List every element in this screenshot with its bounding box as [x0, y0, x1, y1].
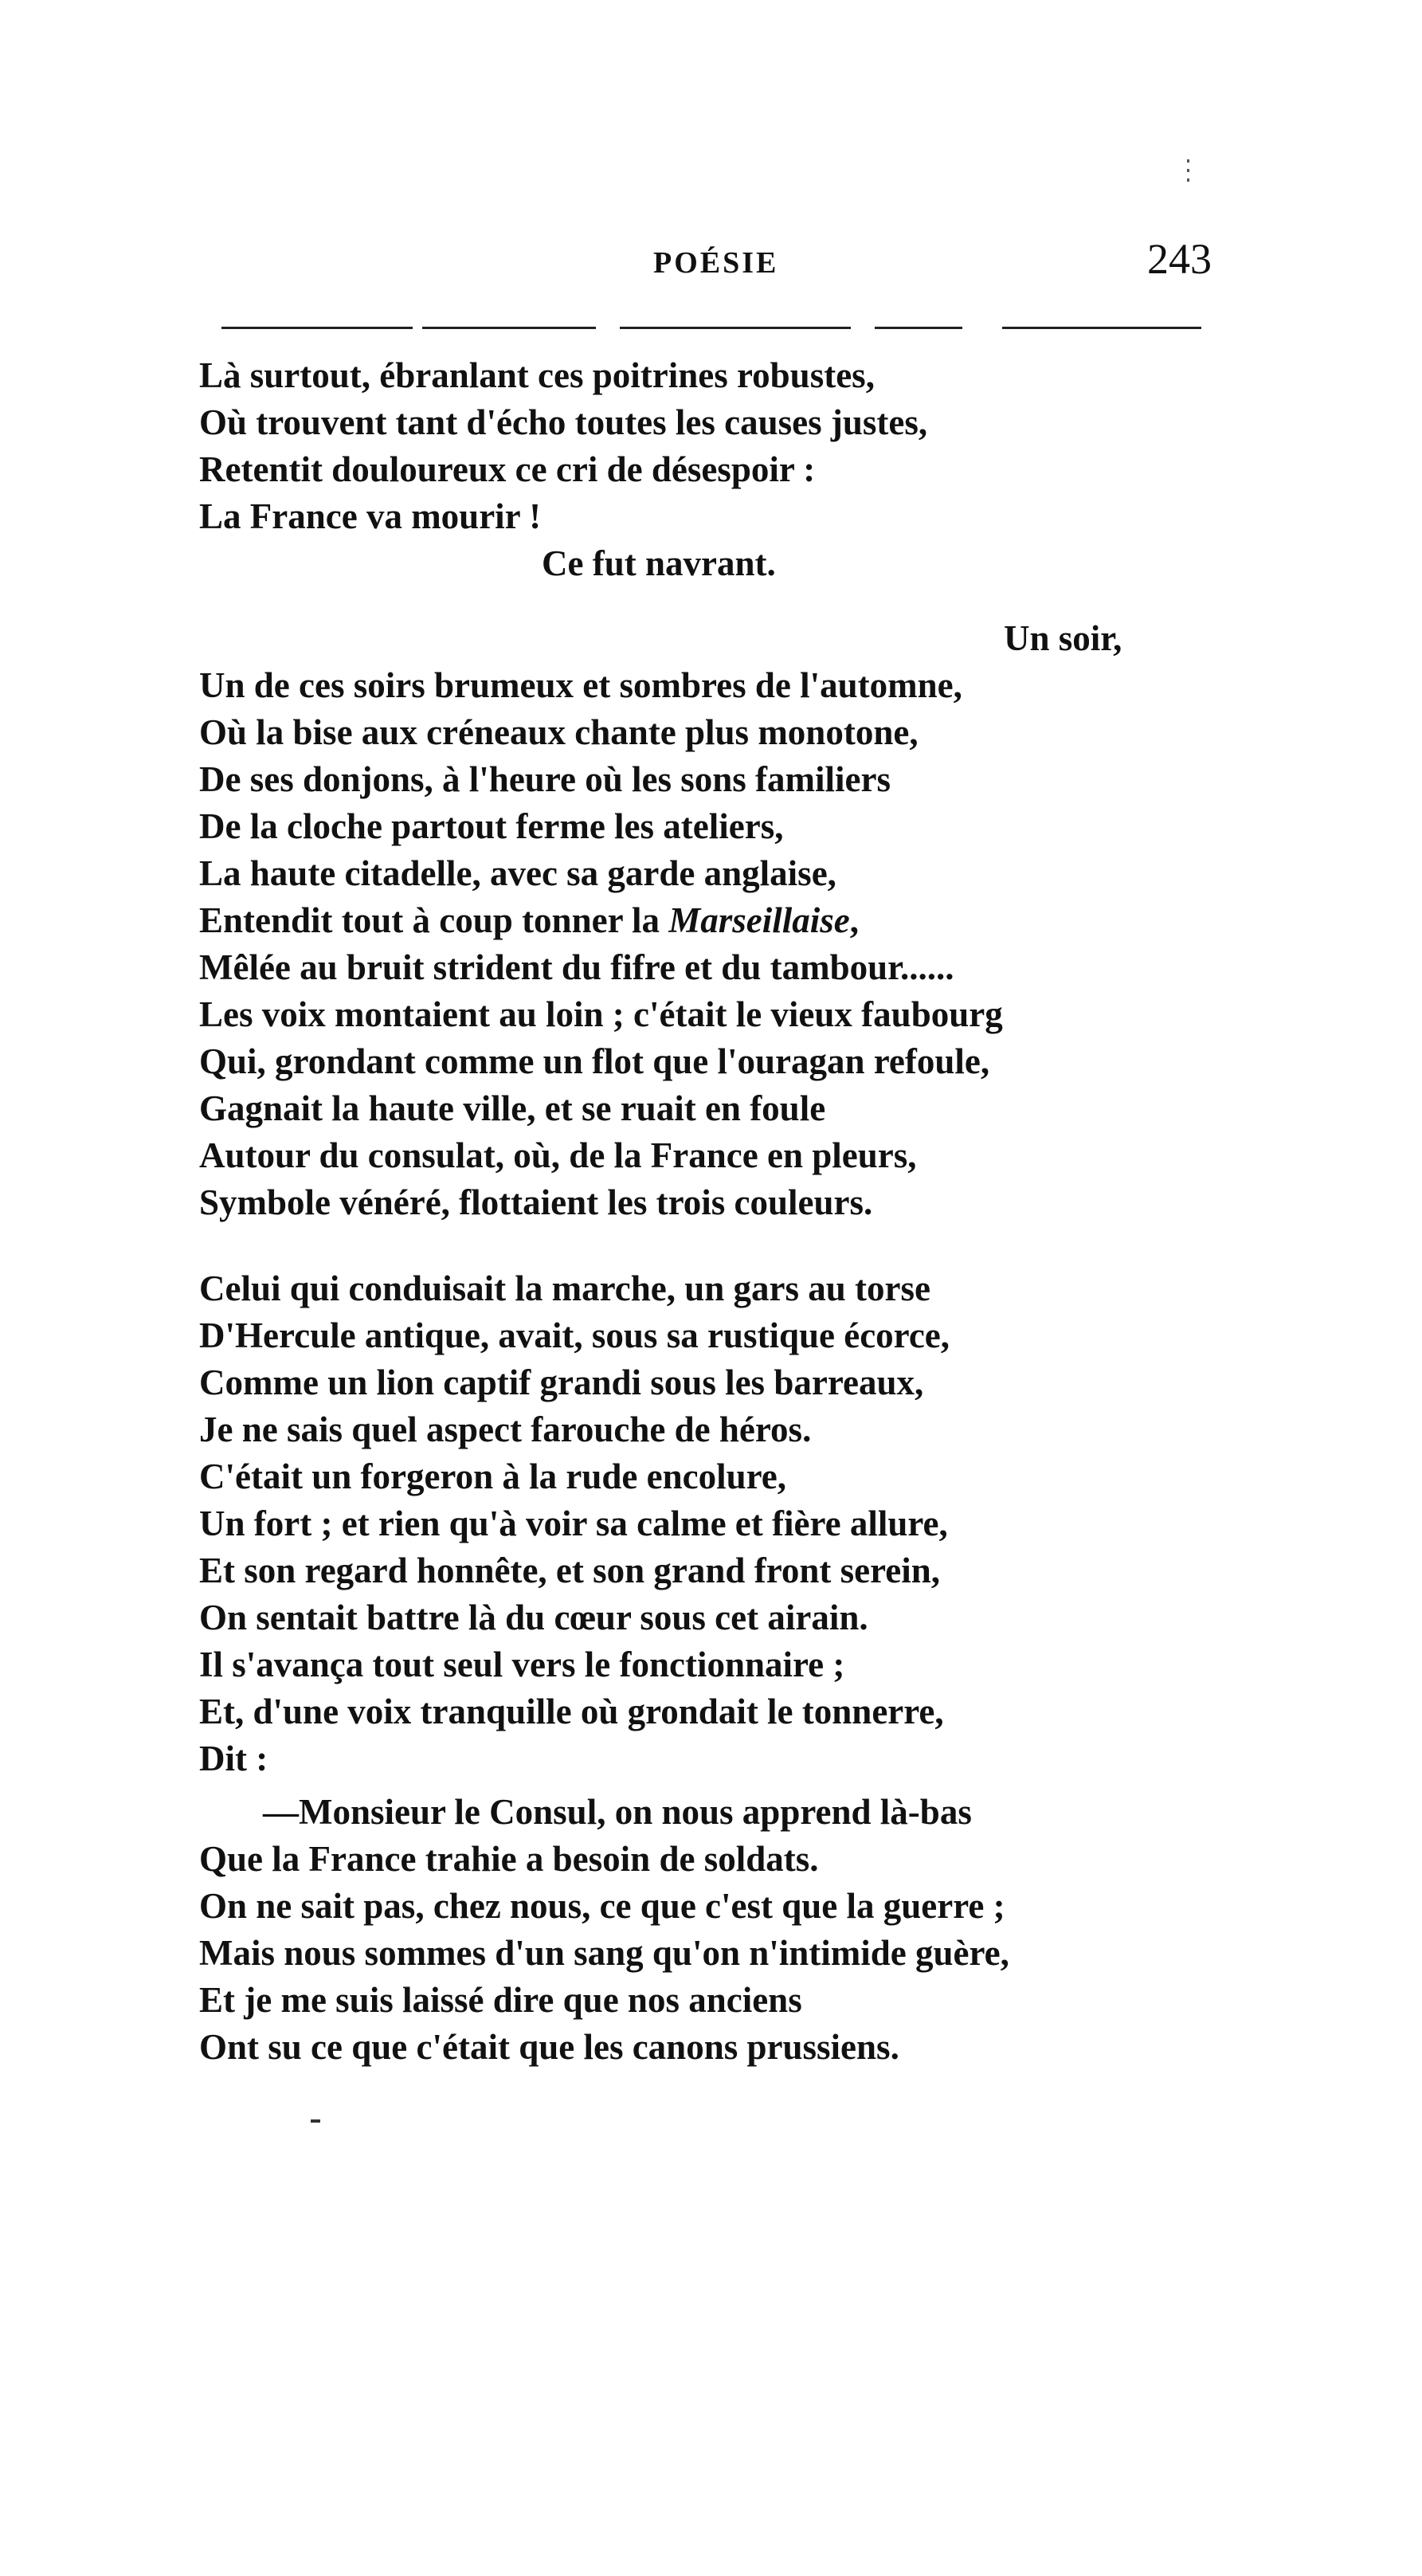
verse-line: De ses donjons, à l'heure où les sons familiers: [199, 759, 891, 799]
scan-artifact-mark: [1187, 159, 1189, 183]
verse-line: La France va mourir !: [199, 496, 542, 536]
verse-line: On sentait battre là du cœur sous cet airain.: [199, 1598, 868, 1637]
verse-line: La haute citadelle, avec sa garde anglaise,: [199, 853, 836, 893]
stanza-3: [199, 1265, 1235, 1782]
stanza-4: [199, 1789, 1235, 2071]
verse-line: C'était un forgeron à la rude encolure,: [199, 1457, 787, 1496]
verse-line: Mais nous sommes d'un sang qu'on n'intimide guère,: [199, 1933, 1009, 1973]
verse-line-split: Un soir,: [1004, 618, 1122, 658]
italic-title: Marseillaise: [668, 900, 850, 940]
verse-line: Et son regard honnête, et son grand front serein,: [199, 1551, 941, 1590]
verse-punct: ,: [849, 900, 860, 940]
verse-line: Et je me suis laissé dire que nos anciens: [199, 1980, 802, 2020]
verse-line: Ont su ce que c'était que les canons prussiens.: [199, 2027, 899, 2067]
stanza-2: [199, 615, 1235, 1226]
verse-line: Comme un lion captif grandi sous les barreaux,: [199, 1362, 924, 1402]
page-number: 243: [1147, 235, 1212, 283]
verse-line: Que la France trahie a besoin de soldats.: [199, 1839, 819, 1879]
verse-line: Retentit douloureux ce cri de désespoir :: [199, 449, 816, 489]
verse-line: Gagnait la haute ville, et se ruait en foule: [199, 1088, 826, 1128]
verse-line-split: Ce fut navrant.: [542, 543, 776, 583]
verse-line: Qui, grondant comme un flot que l'ouragan refoule,: [199, 1041, 990, 1081]
verse-line: Mêlée au bruit strident du fifre et du tambour......: [199, 947, 954, 987]
verse-line: Je ne sais quel aspect farouche de héros.: [199, 1410, 812, 1449]
stanza-1: [199, 352, 1235, 587]
scan-artifact-dash: [311, 2119, 320, 2123]
verse-line: Là surtout, ébranlant ces poitrines robustes,: [199, 355, 875, 395]
verse-line-speech-start: —Monsieur le Consul, on nous apprend là-bas: [263, 1792, 972, 1832]
verse-text: Entendit tout à coup tonner la: [199, 900, 669, 940]
verse-line: Dit :: [199, 1739, 268, 1778]
verse-line: Où trouvent tant d'écho toutes les causes justes,: [199, 402, 928, 442]
verse-line: Les voix montaient au loin ; c'était le vieux faubourg: [199, 994, 1003, 1034]
verse-line: On ne sait pas, chez nous, ce que c'est que la guerre ;: [199, 1886, 1005, 1926]
verse-line: Celui qui conduisait la marche, un gars au torse: [199, 1268, 930, 1308]
header-rule: [221, 327, 1201, 329]
verse-line: Un fort ; et rien qu'à voir sa calme et fière allure,: [199, 1504, 948, 1543]
verse-line: De la cloche partout ferme les ateliers,: [199, 806, 784, 846]
verse-line: Il s'avança tout seul vers le fonctionnaire ;: [199, 1645, 845, 1684]
verse-line: Où la bise aux créneaux chante plus monotone,: [199, 712, 919, 752]
verse-line: Autour du consulat, où, de la France en pleurs,: [199, 1135, 917, 1175]
verse-line: Et, d'une voix tranquille où grondait le tonnerre,: [199, 1692, 944, 1731]
verse-line: Symbole vénéré, flottaient les trois couleurs.: [199, 1182, 873, 1222]
verse-line: Un de ces soirs brumeux et sombres de l'automne,: [199, 665, 962, 705]
verse-line: D'Hercule antique, avait, sous sa rustique écorce,: [199, 1315, 950, 1355]
verse-line-marseillaise: [199, 897, 1235, 944]
running-title: POÉSIE: [653, 246, 779, 280]
